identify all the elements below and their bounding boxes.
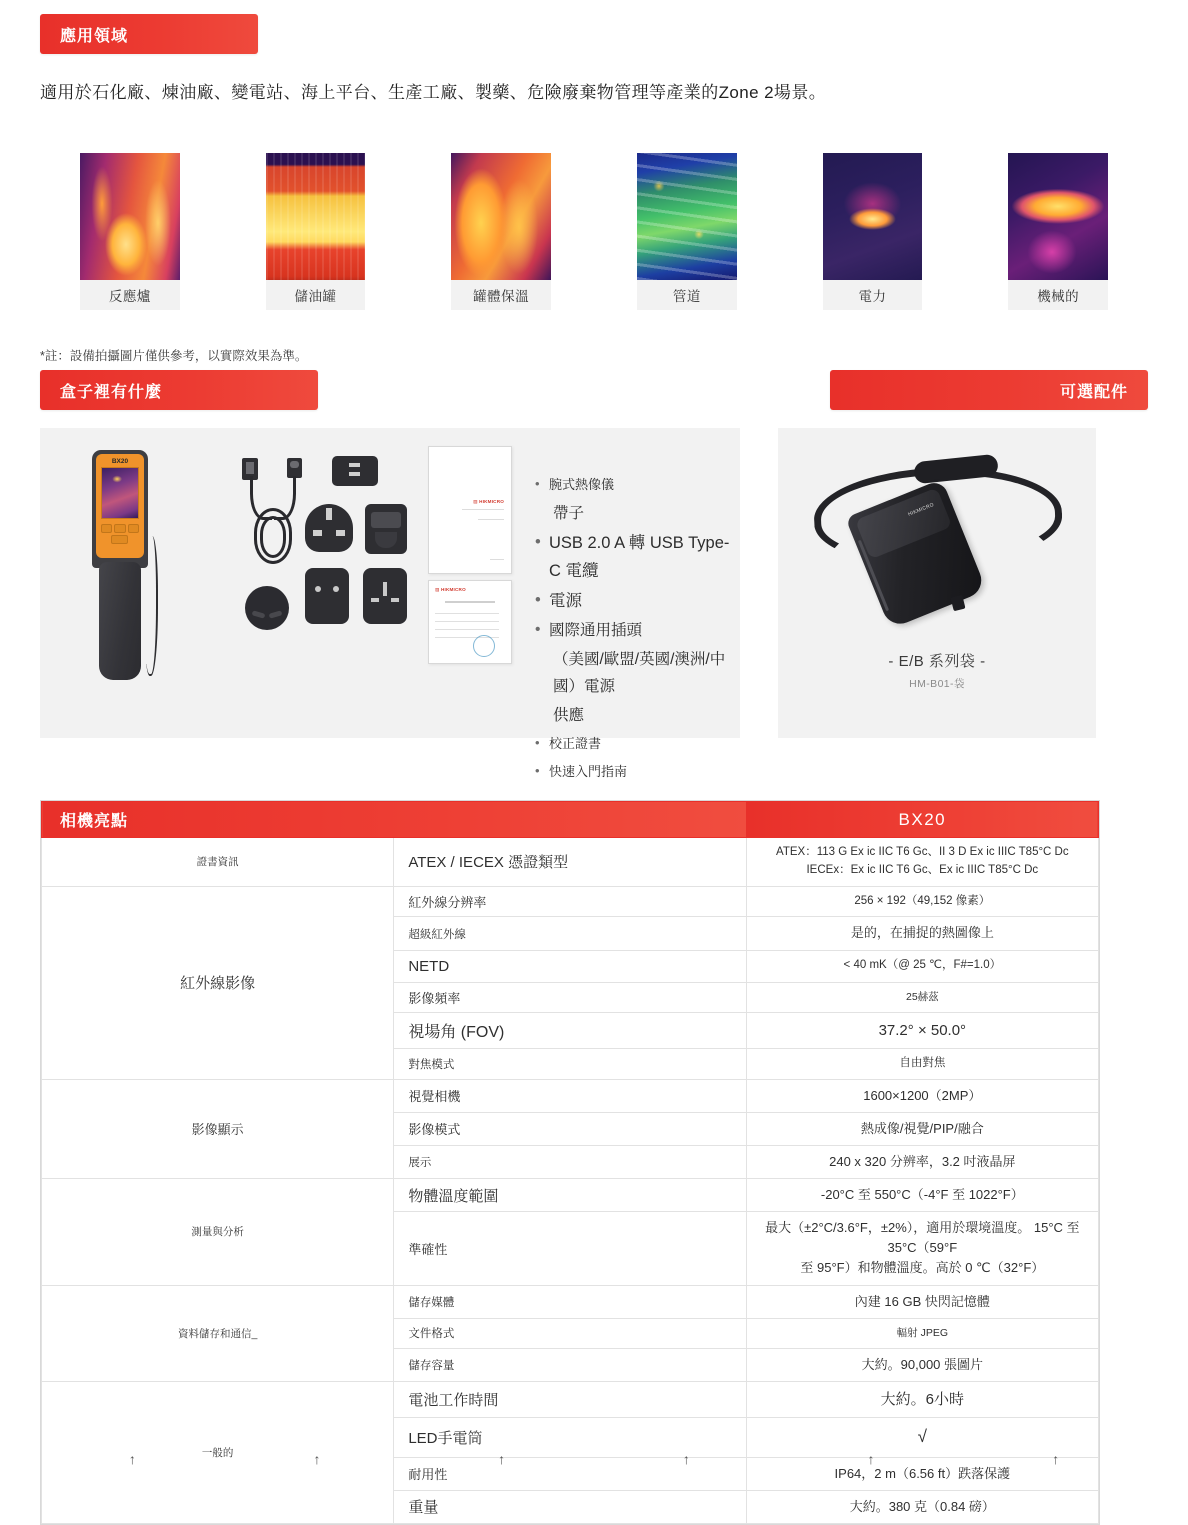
spec-row-name: 文件格式 xyxy=(394,1318,746,1348)
spec-row-value: 大約。90,000 張圖片 xyxy=(746,1348,1098,1381)
spec-row-name: NETD xyxy=(394,950,746,982)
spec-row-name: 重量 xyxy=(394,1490,746,1523)
box-panels xyxy=(40,428,1148,779)
carrying-bag-image xyxy=(802,446,1074,646)
spec-row-value: 大約。6小時 xyxy=(746,1381,1098,1417)
spec-row-value: 輻射 JPEG xyxy=(746,1318,1098,1348)
table-row xyxy=(42,838,1099,887)
list-item: • 國際通用插頭 xyxy=(535,617,735,644)
spec-header-category: 相機亮點 xyxy=(42,802,747,838)
spec-row-name: 對焦模式 xyxy=(394,1048,746,1079)
application-thumbnail xyxy=(637,153,737,310)
doc-text-line xyxy=(435,629,499,630)
spec-row-value: 25赫茲 xyxy=(746,982,1098,1012)
spec-row-value: 1600×1200（2MP） xyxy=(746,1079,1098,1112)
spec-row-value: ATEX：113 G Ex ic IIC T6 Gc、II 3 D Ex ic IIIC T85°C Dc IECEx：Ex ic IIC T6 Gc、Ex ic IIIC T85°C Dc xyxy=(746,838,1098,887)
spec-row-value: 熱成像/視覺/PIP/融合 xyxy=(746,1112,1098,1145)
application-thumbnail xyxy=(823,153,923,310)
thermal-camera-image xyxy=(84,450,154,680)
spec-row-name: 展示 xyxy=(394,1145,746,1178)
spec-group-label: 資料儲存和通信_ xyxy=(42,1285,394,1381)
thumbnail-caption: 電力 xyxy=(823,280,923,310)
camera-button-row xyxy=(101,524,139,533)
spec-row-value: 240 x 320 分辨率，3.2 吋液晶屏 xyxy=(746,1145,1098,1178)
spec-group-label: 紅外線影像 xyxy=(42,886,394,1079)
spec-row-value: IP64，2 m（6.56 ft）跌落保護 xyxy=(746,1457,1098,1490)
doc-text-line xyxy=(435,613,499,614)
spec-row-value: 大約。380 克（0.84 磅） xyxy=(746,1490,1098,1523)
thermal-image-storage-tank xyxy=(266,153,366,280)
optional-accessory-banner xyxy=(830,370,1148,410)
spec-row-value: 內建 16 GB 快閃記憶體 xyxy=(746,1285,1098,1318)
cut-icon: ↑ xyxy=(682,1451,690,1467)
list-item: 帶子 xyxy=(553,505,585,522)
application-thumbnail xyxy=(451,153,551,310)
list-item: • 腕式熱像儀 xyxy=(535,472,735,498)
camera-button xyxy=(101,524,112,533)
spec-row-value: 自由對焦 xyxy=(746,1048,1098,1079)
camera-model-label: BX20 xyxy=(111,458,129,465)
plug-us xyxy=(332,456,378,486)
application-thumbnail xyxy=(1008,153,1108,310)
spec-row-name: 物體溫度範圍 xyxy=(394,1179,746,1212)
application-thumbnail xyxy=(80,153,180,310)
thermal-image-pipeline xyxy=(637,153,737,280)
table-row xyxy=(42,1079,1099,1112)
thumbnail-caption: 儲油罐 xyxy=(266,280,366,310)
list-item: • 校正證書 xyxy=(535,731,735,757)
plug-uk xyxy=(305,504,353,552)
table-row xyxy=(42,1179,1099,1212)
cut-icon: ↑ xyxy=(867,1451,875,1467)
spec-table-body xyxy=(42,838,1099,1524)
box-banner-row xyxy=(40,370,1148,410)
camera-body xyxy=(92,450,148,568)
thumbnail-caption: 反應爐 xyxy=(80,280,180,310)
spec-group-label: 一般的 xyxy=(42,1381,394,1523)
cut-icon: ↑ xyxy=(128,1451,136,1467)
list-item: 供應 xyxy=(553,707,585,724)
optional-accessory-panel xyxy=(778,428,1096,738)
applications-intro-text: 適用於石化廠、煉油廠、變電站、海上平台、生產工廠、製藥、危險廢棄物管理等產業的Zone 2場景。 xyxy=(40,83,827,102)
applications-section xyxy=(40,14,1148,377)
brand-logo-icon: ▨ HIKMICRO xyxy=(435,587,466,592)
optional-accessory-banner-label: 可選配件 xyxy=(1059,383,1128,401)
spec-row-name: LED手電筒 xyxy=(394,1418,746,1457)
camera-front-panel xyxy=(96,454,144,558)
box-contents-list xyxy=(495,472,735,787)
spec-row-name: 準確性 xyxy=(394,1212,746,1285)
spec-row-name: 視場角 (FOV) xyxy=(394,1012,746,1048)
spec-row-value: 是的，在捕捉的熱圖像上 xyxy=(746,917,1098,950)
camera-wrist-strap xyxy=(144,536,158,676)
spec-row-value: 37.2° × 50.0° xyxy=(746,1012,1098,1048)
spec-row-value: -20°C 至 550°C（-4°F 至 1022°F） xyxy=(746,1179,1098,1212)
specification-table xyxy=(40,800,1100,1525)
doc-text-line xyxy=(435,621,499,622)
spec-row-name: 影像頻率 xyxy=(394,982,746,1012)
application-thumbnail-list xyxy=(40,137,1148,326)
camera-grip xyxy=(99,562,141,680)
whats-in-box-banner-label: 盒子裡有什麼 xyxy=(60,383,163,401)
plug-au xyxy=(365,504,407,554)
spec-row-name: 耐用性 xyxy=(394,1457,746,1490)
brand-logo-icon: HIKMICRO xyxy=(907,501,935,518)
applications-disclaimer-note: *註：設備拍攝圖片僅供參考，以實際效果為準。 xyxy=(40,349,308,363)
whats-in-box-banner xyxy=(40,370,318,410)
applications-banner xyxy=(40,14,258,54)
brand-logo-icon: ▨ HIKMICRO xyxy=(473,499,504,504)
spec-group-label: 測量與分析 xyxy=(42,1179,394,1286)
box-contents-panel xyxy=(40,428,740,779)
plug-cn xyxy=(363,568,407,624)
spec-table-head xyxy=(42,802,1099,838)
thumbnail-caption: 機械的 xyxy=(1008,280,1108,310)
applications-banner-label: 應用領域 xyxy=(60,27,129,45)
list-item: • 電源 xyxy=(535,587,735,615)
list-item: （美國/歐盟/英國/澳洲/中國）電源 xyxy=(553,651,726,695)
cut-icon: ↑ xyxy=(1052,1451,1060,1467)
spec-row-name: 紅外線分辨率 xyxy=(394,886,746,917)
usb-cable-image xyxy=(240,458,310,573)
list-item: • USB 2.0 A 轉 USB Type-C 電纜 xyxy=(535,529,735,585)
spec-row-value: √ xyxy=(746,1418,1098,1457)
application-thumbnail xyxy=(266,153,366,310)
camera-button xyxy=(128,524,139,533)
thumbnail-caption: 管道 xyxy=(637,280,737,310)
thermal-image-electrical xyxy=(823,153,923,280)
spec-row-value: < 40 mK（@ 25 ℃，F#=1.0） xyxy=(746,950,1098,982)
thumbnail-caption: 罐體保溫 xyxy=(451,280,551,310)
thermal-image-reactor-furnace xyxy=(80,153,180,280)
accessory-title: - E/B 系列袋 - xyxy=(888,653,986,670)
cut-icon: ↑ xyxy=(498,1451,506,1467)
accessory-sku: HM-B01-袋 xyxy=(909,678,965,690)
spec-group-label: 證書資訊 xyxy=(42,838,394,887)
spec-row-value: 最大（±2°C/3.6°F，±2%），適用於環境溫度。 15°C 至 35°C（59°F 至 95°F）和物體溫度。高於 0 ℃（32°F） xyxy=(746,1212,1098,1285)
usb-cable-coil xyxy=(248,476,300,568)
thermal-image-tank-insulation xyxy=(451,153,551,280)
plug-eu xyxy=(305,568,349,624)
table-row xyxy=(42,1285,1099,1318)
spec-row-name: 超級紅外線 xyxy=(394,917,746,950)
camera-button-down xyxy=(111,535,128,544)
international-plug-set-image xyxy=(305,456,415,651)
doc-title-line xyxy=(445,601,495,603)
cut-icon: ↑ xyxy=(313,1451,321,1467)
camera-screen xyxy=(101,467,139,519)
cable-loop xyxy=(260,516,286,558)
camera-button xyxy=(114,524,125,533)
spec-row-name: 儲存媒體 xyxy=(394,1285,746,1318)
usb-type-c-connector-icon xyxy=(287,458,302,478)
spec-group-label: 影像顯示 xyxy=(42,1079,394,1178)
spec-row-value: 256 × 192（49,152 像素） xyxy=(746,886,1098,917)
spec-header-model: BX20 xyxy=(746,802,1098,838)
spec-row-name: 儲存容量 xyxy=(394,1348,746,1381)
cut-off-icon-row xyxy=(40,1451,1148,1467)
table-row xyxy=(42,1381,1099,1417)
list-item: • 快速入門指南 xyxy=(535,759,735,785)
thermal-image-mechanical xyxy=(1008,153,1108,280)
box-contents-section xyxy=(40,370,1148,779)
table-header-row xyxy=(42,802,1099,838)
spec-row-name: 視覺相機 xyxy=(394,1079,746,1112)
spec-row-name: ATEX / IECEX 憑證類型 xyxy=(394,838,746,887)
certificate-stamp-icon xyxy=(473,635,495,657)
spec-row-name: 影像模式 xyxy=(394,1112,746,1145)
spec-row-name: 電池工作時間 xyxy=(394,1381,746,1417)
power-adapter-base-image xyxy=(245,586,289,630)
table-row xyxy=(42,886,1099,917)
spec-table xyxy=(41,801,1099,1524)
